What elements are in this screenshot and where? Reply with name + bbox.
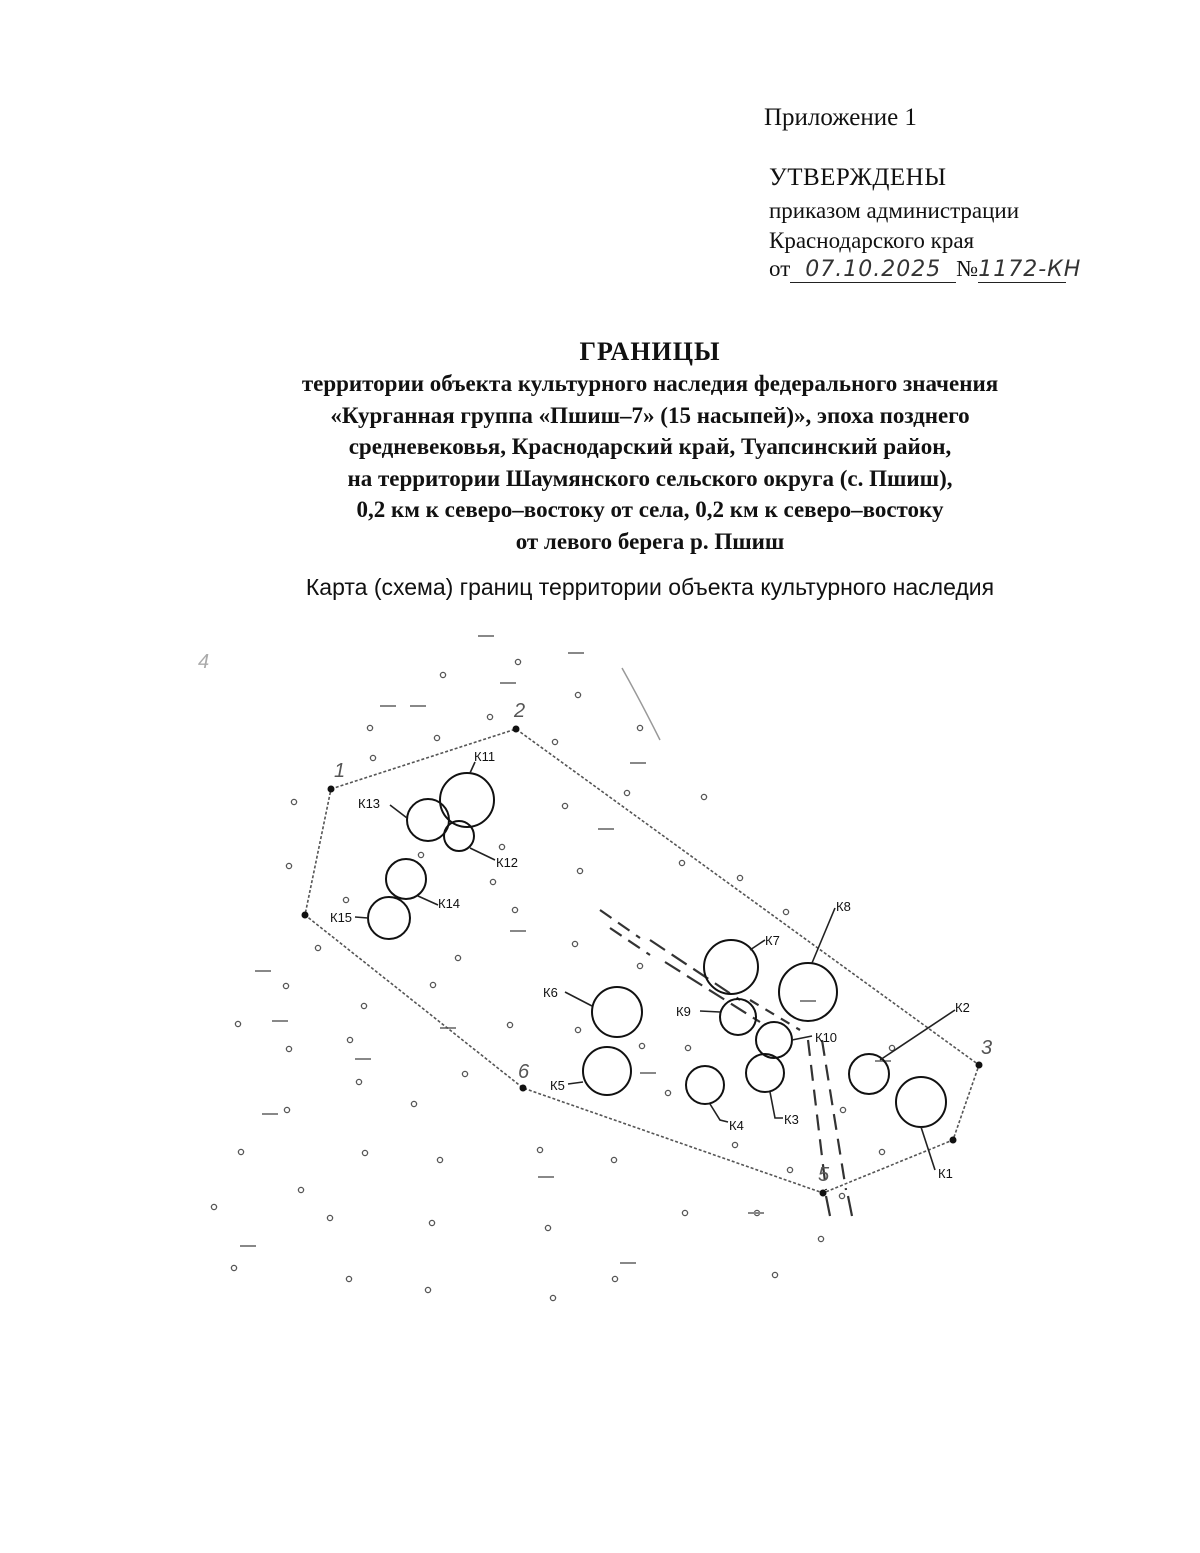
survey-point [507,1022,512,1027]
survey-point [346,1276,351,1281]
survey-point [879,1149,884,1154]
survey-point [286,1046,291,1051]
survey-point [315,945,320,950]
map-caption: Карта (схема) границ территории объекта культурного наследия [305,574,995,600]
elevation-mark [800,1000,816,1002]
survey-point [512,907,517,912]
survey-point [286,863,291,868]
survey-point [840,1107,845,1112]
survey-point [418,852,423,857]
mound-k10 [756,1022,792,1058]
elevation-mark [630,762,646,764]
elevation-mark [410,705,426,707]
survey-point [429,1220,434,1225]
elevation-mark [500,682,516,684]
survey-point [515,659,520,664]
point-label-5: 5 [818,1164,830,1186]
point-label-2: 2 [514,700,526,722]
elevation-labels-layer [240,635,891,1264]
survey-point [283,983,288,988]
title-line-6: от левого берега р. Пшиш [515,528,785,554]
survey-point [291,799,296,804]
label-k12: К12 [496,855,519,870]
survey-point [639,1043,644,1048]
title-line-5: 0,2 км к северо–востоку от села, 0,2 км к северо–востоку [356,497,944,522]
title-line-4: на территории Шаумянского сельского округа (с. Пшиш), [347,465,953,491]
point-label-1: 1 [334,760,346,782]
survey-point [562,803,567,808]
mound-k13 [407,799,449,841]
mound-labels [330,749,970,1181]
document-title: ГРАНИЦЫ [579,337,721,366]
survey-point [665,1090,670,1095]
survey-point [552,739,557,744]
survey-point [238,1149,243,1154]
label-k2: К2 [955,1000,970,1015]
survey-point [367,725,372,730]
survey-point [575,1027,580,1032]
survey-point [577,868,582,873]
survey-point [347,1037,352,1042]
survey-point [679,860,684,865]
survey-point [783,909,788,914]
survey-point [612,1276,617,1281]
elevation-mark [620,1262,636,1264]
survey-point [624,790,629,795]
approved-heading: УТВЕРЖДЕНЫ [769,164,947,191]
survey-point [732,1142,737,1147]
survey-point [839,1193,844,1198]
label-k5: К5 [550,1078,565,1093]
mound-leader-lines [355,762,955,1170]
title-line-2: «Курганная группа «Пшиш–7» (15 насыпей)», эпоха позднего [330,402,970,428]
mound-k1 [896,1077,946,1127]
survey-point [231,1265,236,1270]
survey-point [787,1167,792,1172]
survey-point [298,1187,303,1192]
territory-boundary [305,729,979,1193]
appendix-label: Приложение 1 [764,104,917,131]
survey-point [537,1147,542,1152]
vertex-3 [976,1062,983,1069]
survey-point [235,1021,240,1026]
label-k10: К10 [815,1030,838,1045]
date-prefix: от [769,256,791,281]
label-k3: К3 [784,1112,799,1127]
elevation-mark [255,970,271,972]
survey-point [356,1079,361,1084]
survey-point [430,982,435,987]
survey-point [437,1157,442,1162]
elevation-mark [538,1176,554,1178]
survey-point [361,1003,366,1008]
survey-point [611,1157,616,1162]
survey-point [434,735,439,740]
mound-k14 [386,859,426,899]
survey-point [370,755,375,760]
title-line-3: средневековья, Краснодарский край, Туапсинский район, [348,434,952,459]
approved-region: Краснодарского края [769,228,975,253]
survey-point [772,1272,777,1277]
elevation-mark [598,828,614,830]
vertex-6 [520,1085,527,1092]
mound-k5 [583,1047,631,1095]
survey-point [572,941,577,946]
label-k9: К9 [676,1004,691,1019]
label-k13: К13 [358,796,381,811]
label-k6: К6 [543,985,558,1000]
label-k11: К11 [474,749,496,764]
survey-point [327,1215,332,1220]
mound-k3 [746,1054,784,1092]
survey-point [685,1045,690,1050]
survey-point [487,714,492,719]
order-date-handwritten: 07.10.2025 [790,257,956,283]
vertex-2 [513,726,520,733]
vertex-4 [950,1137,957,1144]
vertex-5 [820,1190,827,1197]
survey-point [818,1236,823,1241]
elevation-mark [510,930,526,932]
survey-point [440,672,445,677]
label-k8: К8 [836,899,851,914]
survey-point [499,844,504,849]
point-label-3: 3 [981,1037,993,1059]
elevation-mark [380,705,396,707]
survey-point [637,963,642,968]
label-k4: К4 [729,1118,744,1133]
mound-k15 [368,897,410,939]
mound-k6 [592,987,642,1037]
point-label-4: 4 [198,651,210,673]
boundary-vertices [302,726,983,1197]
boundary-point-labels [198,651,992,1186]
order-number-handwritten: 1172-КН [978,257,1082,282]
survey-point [737,875,742,880]
title-line-1: территории объекта культурного наследия федерального значения [301,371,999,396]
survey-point [682,1210,687,1215]
elevation-mark [478,635,494,637]
survey-point [411,1101,416,1106]
elevation-mark [355,1058,371,1060]
survey-point [211,1204,216,1209]
elevation-mark [262,1113,278,1115]
vertex-1 [328,786,335,793]
elevation-mark [240,1245,256,1247]
survey-point [455,955,460,960]
mound-k7 [704,940,758,994]
number-prefix: № [956,256,979,281]
survey-point [575,692,580,697]
survey-point [462,1071,467,1076]
approved-by-order: приказом администрации [769,198,1020,223]
survey-point [701,794,706,799]
elevation-mark [640,1072,656,1074]
survey-point [425,1287,430,1292]
elevation-mark [568,652,584,654]
label-k1: К1 [938,1166,953,1181]
survey-point [343,897,348,902]
label-k7: К7 [765,933,780,948]
survey-point [362,1150,367,1155]
survey-point [545,1225,550,1230]
mounds-layer [368,773,946,1127]
survey-point [889,1045,894,1050]
elevation-mark [748,1212,764,1214]
label-k15: К15 [330,910,353,925]
point-label-6: 6 [518,1061,530,1083]
elevation-mark [272,1020,288,1022]
survey-point [550,1295,555,1300]
mound-k9 [720,999,756,1035]
mound-k4 [686,1066,724,1104]
mound-k8 [779,963,837,1021]
survey-point [284,1107,289,1112]
survey-point [637,725,642,730]
mound-k2 [849,1054,889,1094]
vertex-7 [302,912,309,919]
faint-contour [622,668,660,740]
survey-point [490,879,495,884]
label-k14: К14 [438,896,461,911]
